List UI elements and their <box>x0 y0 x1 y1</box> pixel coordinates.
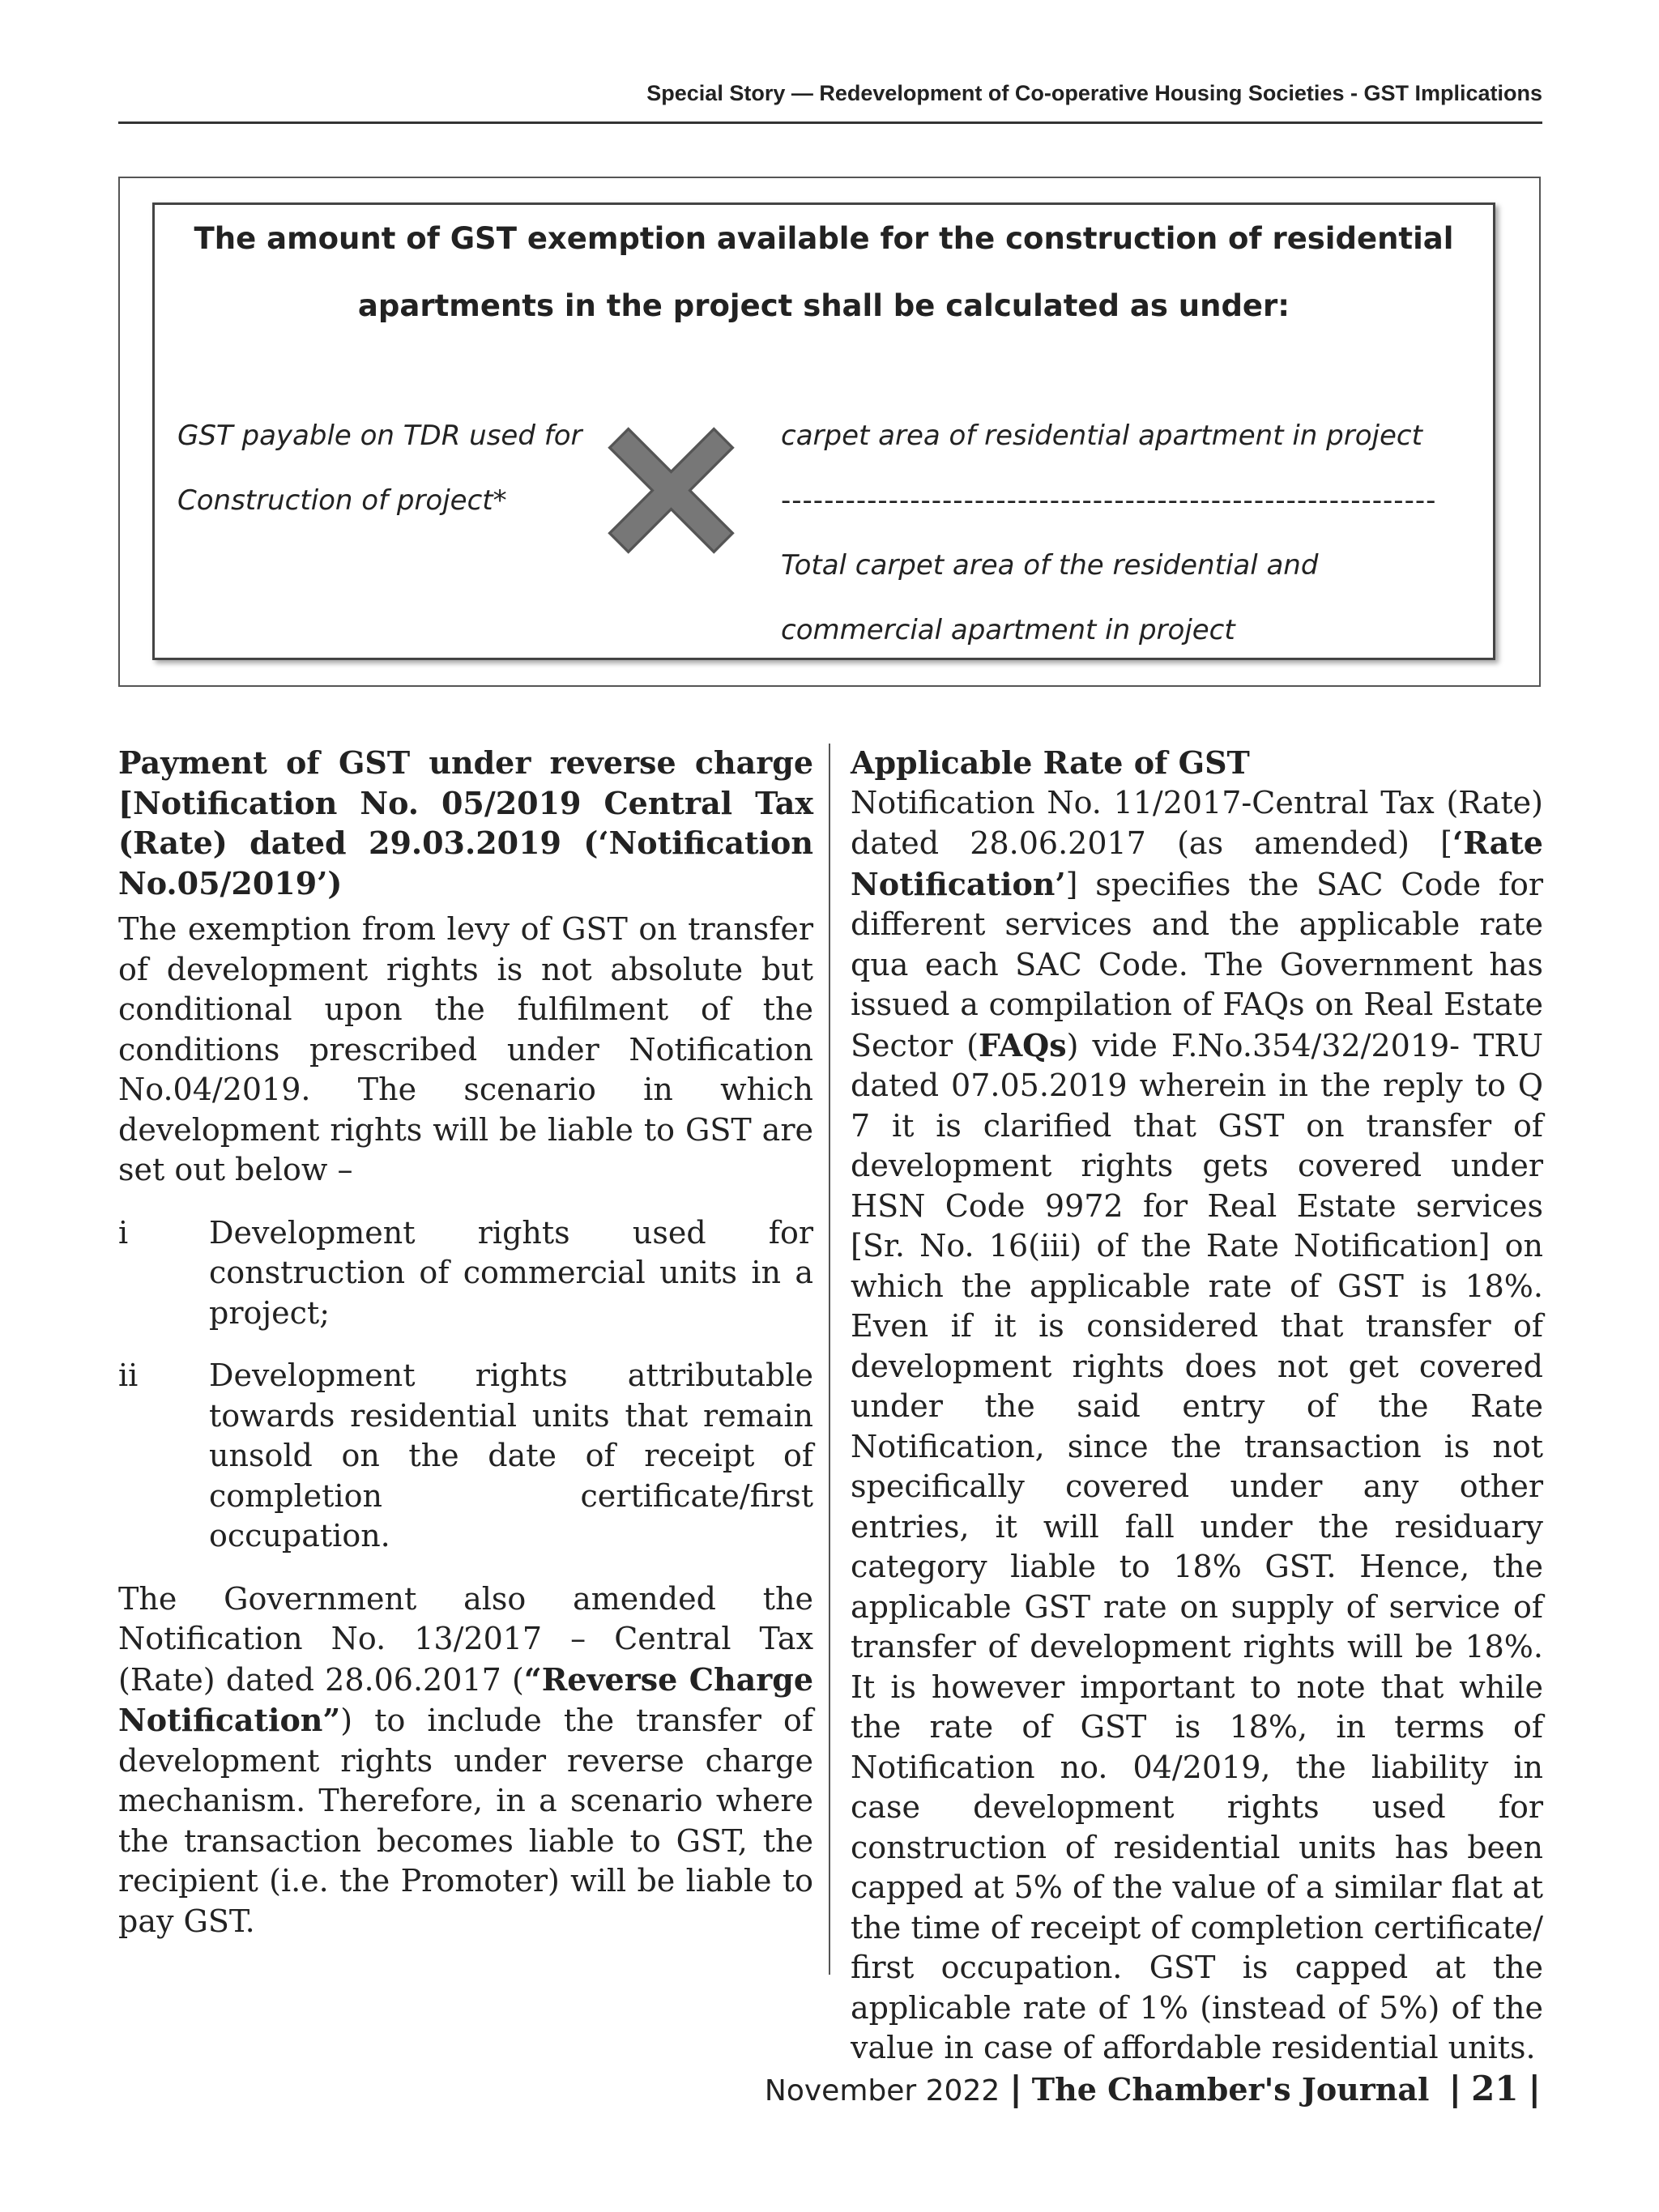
footer-separator: | <box>1009 2069 1022 2108</box>
list-number: i <box>118 1214 129 1251</box>
formula-denominator-line-2: commercial apartment in project <box>781 614 1235 646</box>
page-number: 21 <box>1471 2069 1519 2108</box>
formula-fraction-line: ------------------------------------------------------------- <box>781 484 1437 517</box>
formula-numerator: carpet area of residential apartment in project <box>781 420 1422 452</box>
figure-title-line-2: apartments in the project shall be calculated as under: <box>357 288 1290 323</box>
paragraph-rate: Notification No. 11/2017-Central Tax (Rate) dated 28.06.2017 (as amended) [‘Rate Notification’] specifies the SAC Code for different services and the applicable rate qua each SAC Code. The Government has issued a compilation of FAQs on Real Estate Sector (FAQs) vide F.No.354/32/2019- TRU dated 07.05.2019 wherein in the reply to Q 7 it is clarified that GST on transfer of development rights gets covered under HSN Code 9972 for Real Estate services [Sr. No. 16(iii) of the Rate Notification] on which the applicable rate of GST is 18%. Even if it is considered that transfer of development rights does not get covered under the said entry of the Rate Notification, since the transaction is not specifically covered under any other entries, it will fall under the residuary category liable to 18% GST. Hence, the applicable GST rate on supply of service of transfer of development rights will be 18%. It is however important to note that while the rate of GST is 18%, in terms of Notification no. 04/2019, the liability in case development rights used for construction of residential units has been capped at 5% of the value of a similar flat at the time of receipt of completion certificate/ first occupation. GST is capped at the applicable rate of 1% (instead of 5%) of the value in case of affordable residential units. <box>851 784 1543 2065</box>
list-text: Development rights used for construction of commercial units in a project; <box>209 1214 813 1331</box>
formula-box <box>152 202 1495 660</box>
header-divider <box>118 121 1542 124</box>
running-header: Special Story — Redevelopment of Co-operative Housing Societies - GST Implications <box>646 81 1542 105</box>
paragraph-reverse-charge: The Government also amended the Notification No. 13/2017 – Central Tax (Rate) dated 28.06.2017 (“Reverse Charge Notification”) to include the transfer of development rights under reverse charge mechanism. Therefore, in a scenario where the transaction becomes liable to GST, the recipient (i.e. the Promoter) will be liable to pay GST. <box>118 1580 814 1939</box>
bold-term-faqs: FAQs <box>978 1026 1067 1063</box>
multiply-icon <box>604 424 738 557</box>
column-divider <box>829 744 830 1975</box>
list-number: ii <box>118 1357 139 1393</box>
list-text: Development rights attributable towards residential units that remain unsold on the date of receipt of completion certificate/first occupation. <box>209 1357 813 1554</box>
footer-separator: | <box>1528 2069 1541 2108</box>
left-column <box>118 743 813 1941</box>
footer-journal-name: The Chamber's Journal <box>1031 2071 1430 2108</box>
footer-separator: | <box>1448 2069 1462 2108</box>
formula-figure <box>118 177 1541 687</box>
section-heading-rate: Applicable Rate of GST <box>851 744 1250 781</box>
formula-left-line-2: Construction of project* <box>177 484 507 517</box>
list-item <box>118 1356 813 1557</box>
page-footer <box>765 2069 1541 2108</box>
right-column <box>851 743 1543 2069</box>
formula-left-line-1: GST payable on TDR used for <box>177 420 582 452</box>
formula-denominator-line-1: Total carpet area of the residential and <box>781 549 1319 582</box>
bold-term-rate-notification: ‘Rate Notification’ <box>851 825 1543 902</box>
figure-title-line-1: The amount of GST exemption available for the construction of residential <box>194 221 1454 256</box>
paragraph-exemption: The exemption from levy of GST on transfer of development rights is not absolute but conditional upon the fulfilment of the conditions prescribed under Notification No.04/2019. The scenario in which development rights will be liable to GST are set out below – <box>118 911 813 1187</box>
section-heading-reverse-charge: Payment of GST under reverse charge [Notification No. 05/2019 Central Tax (Rate) dated 29.03.2019 (‘Notification No.05/2019’) <box>118 744 813 901</box>
bold-term-reverse-charge: “Reverse Charge Notification” <box>118 1660 814 1738</box>
list-item <box>118 1213 813 1334</box>
footer-date: November 2022 <box>764 2074 1000 2108</box>
